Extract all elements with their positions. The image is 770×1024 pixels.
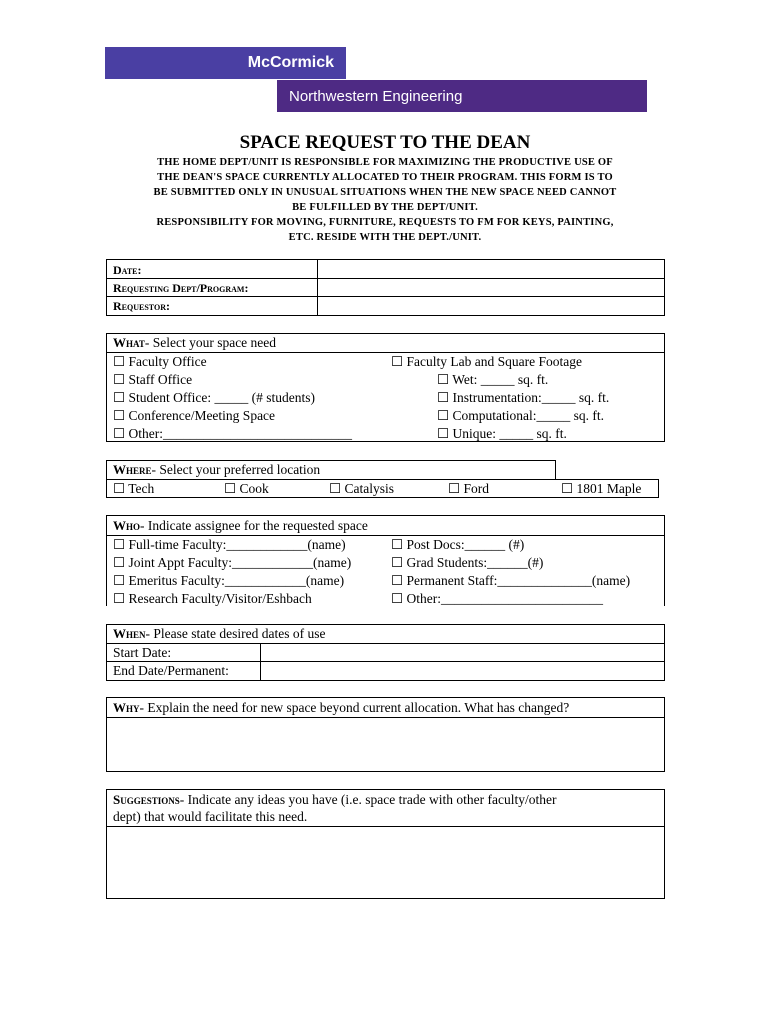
intro-line: BE SUBMITTED ONLY IN UNUSUAL SITUATIONS WHEN THE NEW SPACE NEED CANNOT [153,187,617,198]
who-heading [113,517,368,535]
catalysis-checkbox[interactable]: ☐ Catalysis [329,481,394,496]
where-header [106,460,556,480]
intro-line: THE HOME DEPT/UNIT IS RESPONSIBLE FOR MAXIMIZING THE PRODUCTIVE USE OF [157,157,613,168]
requestor-row [107,297,664,315]
date-label-cell [107,260,318,278]
start-date-label-cell [107,644,261,661]
cook-checkbox[interactable]: ☐ Cook [224,481,269,496]
who-right-options [391,536,630,608]
where-heading [113,461,320,479]
when-label: When [113,626,146,641]
what-lab-option [391,353,582,371]
intro-line: THE DEAN'S SPACE CURRENTLY ALLOCATED TO THEIR PROGRAM. THIS FORM IS TO [157,172,613,183]
end-date-label: End Date/Permanent: [113,663,229,678]
where-prompt: - Select your preferred location [151,462,321,477]
why-textarea[interactable] [107,718,664,771]
when-header [107,625,664,644]
page-title: SPACE REQUEST TO THE DEAN [239,132,531,153]
other-assignee-checkbox[interactable]: ☐ Other:________________________ [391,591,603,606]
who-prompt: - Indicate assignee for the requested space [140,518,368,533]
requestor-input[interactable] [318,297,664,315]
dept-row [107,279,664,297]
maple-checkbox[interactable]: ☐ 1801 Maple [561,481,642,496]
dept-label-cell [107,279,318,296]
instrumentation-lab-checkbox[interactable]: ☐ Instrumentation:_____ sq. ft. [437,390,610,405]
intro-line: BE FULFILLED BY THE DEPT/UNIT. [292,202,478,213]
end-date-input[interactable] [261,662,664,680]
wet-lab-checkbox[interactable]: ☐ Wet: _____ sq. ft. [437,372,549,387]
student-office-checkbox[interactable]: ☐ Student Office: _____ (# students) [113,390,315,405]
date-input[interactable] [318,260,664,278]
suggestions-textarea[interactable] [107,827,664,898]
requestor-label: Requestor: [113,299,170,313]
suggestions-prompt: - Indicate any ideas you have (i.e. space trade with other faculty/other [179,792,557,807]
what-header [107,334,664,353]
intro-line: ETC. RESIDE WITH THE DEPT./UNIT. [288,232,482,243]
other-space-checkbox[interactable]: ☐ Other:____________________________ [113,426,352,441]
who-section [106,515,665,606]
suggestions-label: Suggestions [113,792,180,807]
suggestions-heading [113,791,556,809]
joint-appt-faculty-checkbox[interactable]: ☐ Joint Appt Faculty:____________(name) [113,555,352,570]
logo-bottom-text: Northwestern Engineering [289,87,463,105]
dept-label: Requesting Dept/Program: [113,281,249,295]
suggestions-prompt-line2: dept) that would facilitate this need. [113,809,308,824]
northwestern-engineering-logo [277,80,647,112]
who-label: Who [113,518,141,533]
research-faculty-checkbox[interactable]: ☐ Research Faculty/Visitor/Eshbach [113,591,312,606]
why-header [107,698,664,718]
intro-line: RESPONSIBILITY FOR MOVING, FURNITURE, REQUESTS TO FM FOR KEYS, PAINTING, [156,217,614,228]
start-date-row [107,644,664,662]
when-prompt: - Please state desired dates of use [145,626,326,641]
why-label: Why [113,700,140,715]
what-lab-items [437,371,609,443]
intro-text [110,155,660,245]
what-prompt: - Select your space need [144,335,277,350]
unique-lab-checkbox[interactable]: ☐ Unique: _____ sq. ft. [437,426,567,441]
faculty-office-checkbox[interactable]: ☐ Faculty Office [113,354,207,369]
grad-students-checkbox[interactable]: ☐ Grad Students:______(#) [391,555,544,570]
staff-office-checkbox[interactable]: ☐ Staff Office [113,372,193,387]
mccormick-logo [105,47,346,79]
who-header [107,516,664,536]
logo-top-text: McCormick [247,54,334,71]
faculty-lab-checkbox[interactable]: ☐ Faculty Lab and Square Footage [391,354,582,369]
computational-lab-checkbox[interactable]: ☐ Computational:_____ sq. ft. [437,408,604,423]
start-date-label: Start Date: [113,645,172,660]
post-docs-checkbox[interactable]: ☐ Post Docs:______ (#) [391,537,525,552]
what-heading [113,334,276,352]
permanent-staff-checkbox[interactable]: ☐ Permanent Staff:______________(name) [391,573,631,588]
date-row [107,260,664,279]
conference-space-checkbox[interactable]: ☐ Conference/Meeting Space [113,408,276,423]
who-left-options [113,536,351,608]
fulltime-faculty-checkbox[interactable]: ☐ Full-time Faculty:____________(name) [113,537,346,552]
what-left-options [113,353,352,443]
dept-input[interactable] [318,279,664,296]
what-section [106,333,665,442]
tech-checkbox[interactable]: ☐ Tech [113,481,155,496]
header-fields-table [106,259,665,316]
when-heading [113,625,325,643]
ford-checkbox[interactable]: ☐ Ford [448,481,489,496]
where-label: Where [113,462,152,477]
suggestions-header [107,790,664,827]
when-section [106,624,665,681]
requestor-label-cell [107,297,318,315]
end-date-label-cell [107,662,261,680]
start-date-input[interactable] [261,644,664,661]
why-heading [113,699,569,717]
why-prompt: - Explain the need for new space beyond current allocation. What has changed? [139,700,570,715]
emeritus-faculty-checkbox[interactable]: ☐ Emeritus Faculty:____________(name) [113,573,345,588]
why-section [106,697,665,772]
where-options-row [106,479,659,498]
suggestions-section [106,789,665,899]
date-label: Date: [113,263,142,277]
end-date-row [107,662,664,680]
what-label: What [113,335,145,350]
